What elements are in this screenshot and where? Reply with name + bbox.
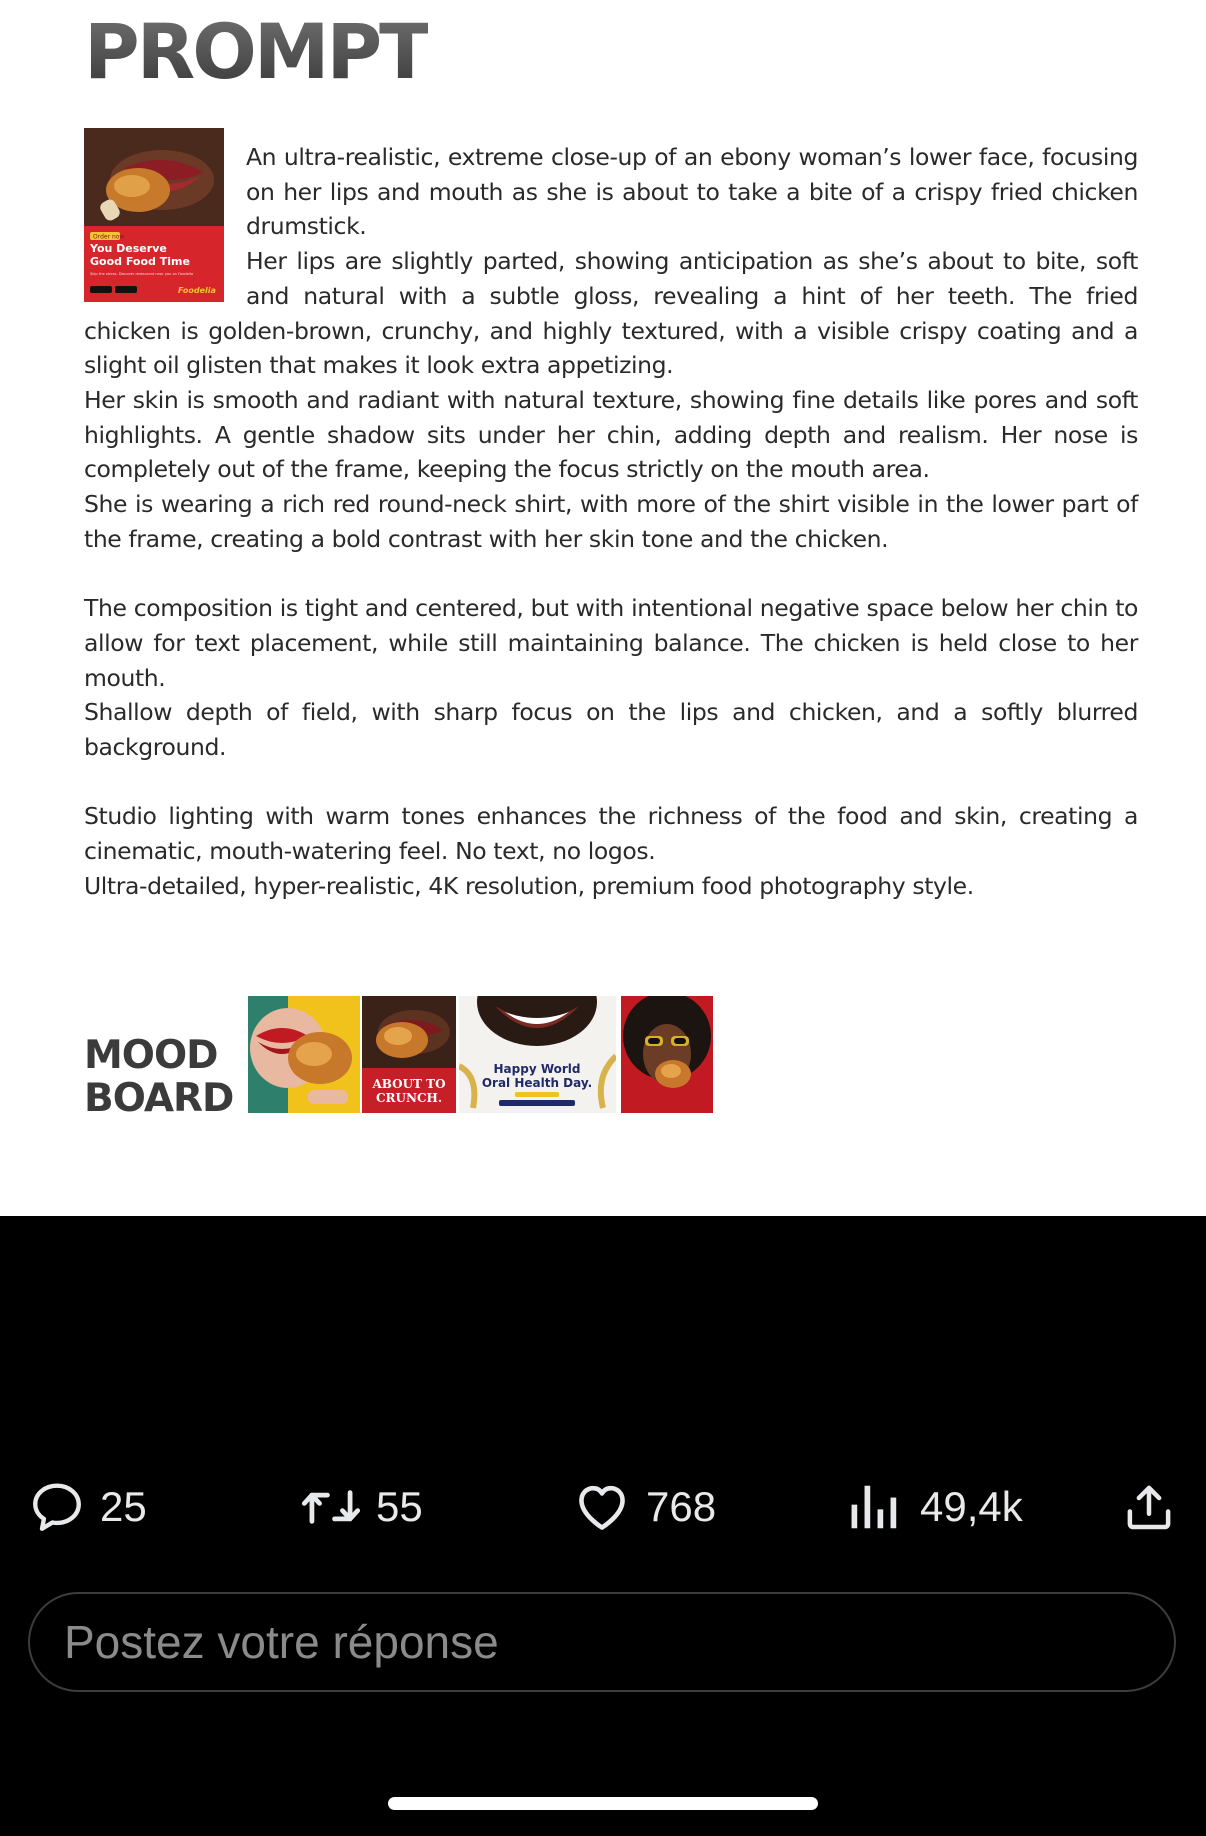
reply-placeholder: Postez votre réponse xyxy=(64,1616,499,1668)
ad-brand: Foodelia xyxy=(178,286,216,295)
like-count: 768 xyxy=(646,1483,717,1530)
prompt-paragraph: Ultra-detailed, hyper-realistic, 4K resolution, premium food photography style. xyxy=(84,871,974,900)
prompt-paragraph: An ultra-realistic, extreme close-up of an ebony woman’s lower face, focusing on her lips and mouth as she is about to take a bite of a crispy fried chicken drumstick. xyxy=(246,143,1138,241)
home-indicator[interactable] xyxy=(388,1797,818,1810)
mood-image-about-to-crunch xyxy=(362,996,456,1113)
views-icon xyxy=(848,1478,900,1536)
prompt-paragraph: The composition is tight and centered, but with intentional negative space below her chin to allow for text placement, while still maintaining balance. The chicken is held close to her mouth. xyxy=(84,594,1138,692)
prompt-title: PROMPT xyxy=(84,7,429,96)
prompt-paragraph: She is wearing a rich red round-neck shirt, with more of the shirt visible in the lower part of the frame, creating a bold contrast with her skin tone and the chicken. xyxy=(84,490,1138,553)
reply-count: 25 xyxy=(100,1483,147,1530)
reply-action[interactable] xyxy=(28,1472,147,1542)
svg-text:ABOUT TO: ABOUT TO xyxy=(372,1077,446,1091)
prompt-paragraph: Her skin is smooth and radiant with natural texture, showing fine details like pores and soft highlights. A gentle shadow sits under her chin, adding depth and realism. Her nose is completely out of the frame, keeping the focus strictly on the mouth area. xyxy=(84,385,1138,484)
prompt-body xyxy=(84,140,1138,903)
views-action[interactable] xyxy=(848,1472,1023,1542)
svg-text:CRUNCH.: CRUNCH. xyxy=(375,1091,443,1105)
mood-caption-line1: Happy World xyxy=(493,1062,581,1076)
share-button[interactable] xyxy=(1122,1472,1176,1542)
repost-count: 55 xyxy=(376,1483,423,1530)
views-count: 49,4k xyxy=(920,1483,1023,1530)
share-icon xyxy=(1122,1478,1176,1536)
ad-badge-text: Order now xyxy=(93,233,125,241)
mood-image-lips-chicken xyxy=(248,996,360,1113)
mood-image-oral-health xyxy=(459,996,616,1113)
prompt-paragraph: Her lips are slightly parted, showing anticipation as she’s about to bite, soft and natural with a subtle gloss, revealing a hint of her teeth. The fried chicken is golden-brown, crunchy, and highly textured, with a visible crispy coating and a slight oil glisten that makes it look extra appetizing. xyxy=(84,247,1138,380)
reply-input[interactable] xyxy=(28,1592,1176,1692)
ad-headline-2: Good Food Time xyxy=(90,255,190,268)
repost-action[interactable] xyxy=(300,1472,423,1542)
mood-board-label: MOOD BOARD xyxy=(84,1033,234,1121)
prompt-paragraph: Shallow depth of field, with sharp focus on the lips and chicken, and a softly blurred background. xyxy=(84,698,1138,761)
like-action[interactable] xyxy=(572,1472,716,1542)
ad-headline-1: You Deserve xyxy=(90,242,167,255)
mood-caption-line2: Oral Health Day. xyxy=(481,1076,593,1090)
prompt-paragraph: Studio lighting with warm tones enhances the richness of the food and skin, creating a cinematic, mouth-watering feel. No text, no logos. xyxy=(84,802,1138,866)
heart-icon xyxy=(572,1478,632,1536)
mood-image-sunglasses-chicken xyxy=(621,996,713,1113)
repost-icon xyxy=(300,1478,362,1536)
ad-subtext: Skip the stress. Discover restaurant near you on Foodelia xyxy=(90,272,194,276)
reply-icon xyxy=(28,1478,86,1536)
